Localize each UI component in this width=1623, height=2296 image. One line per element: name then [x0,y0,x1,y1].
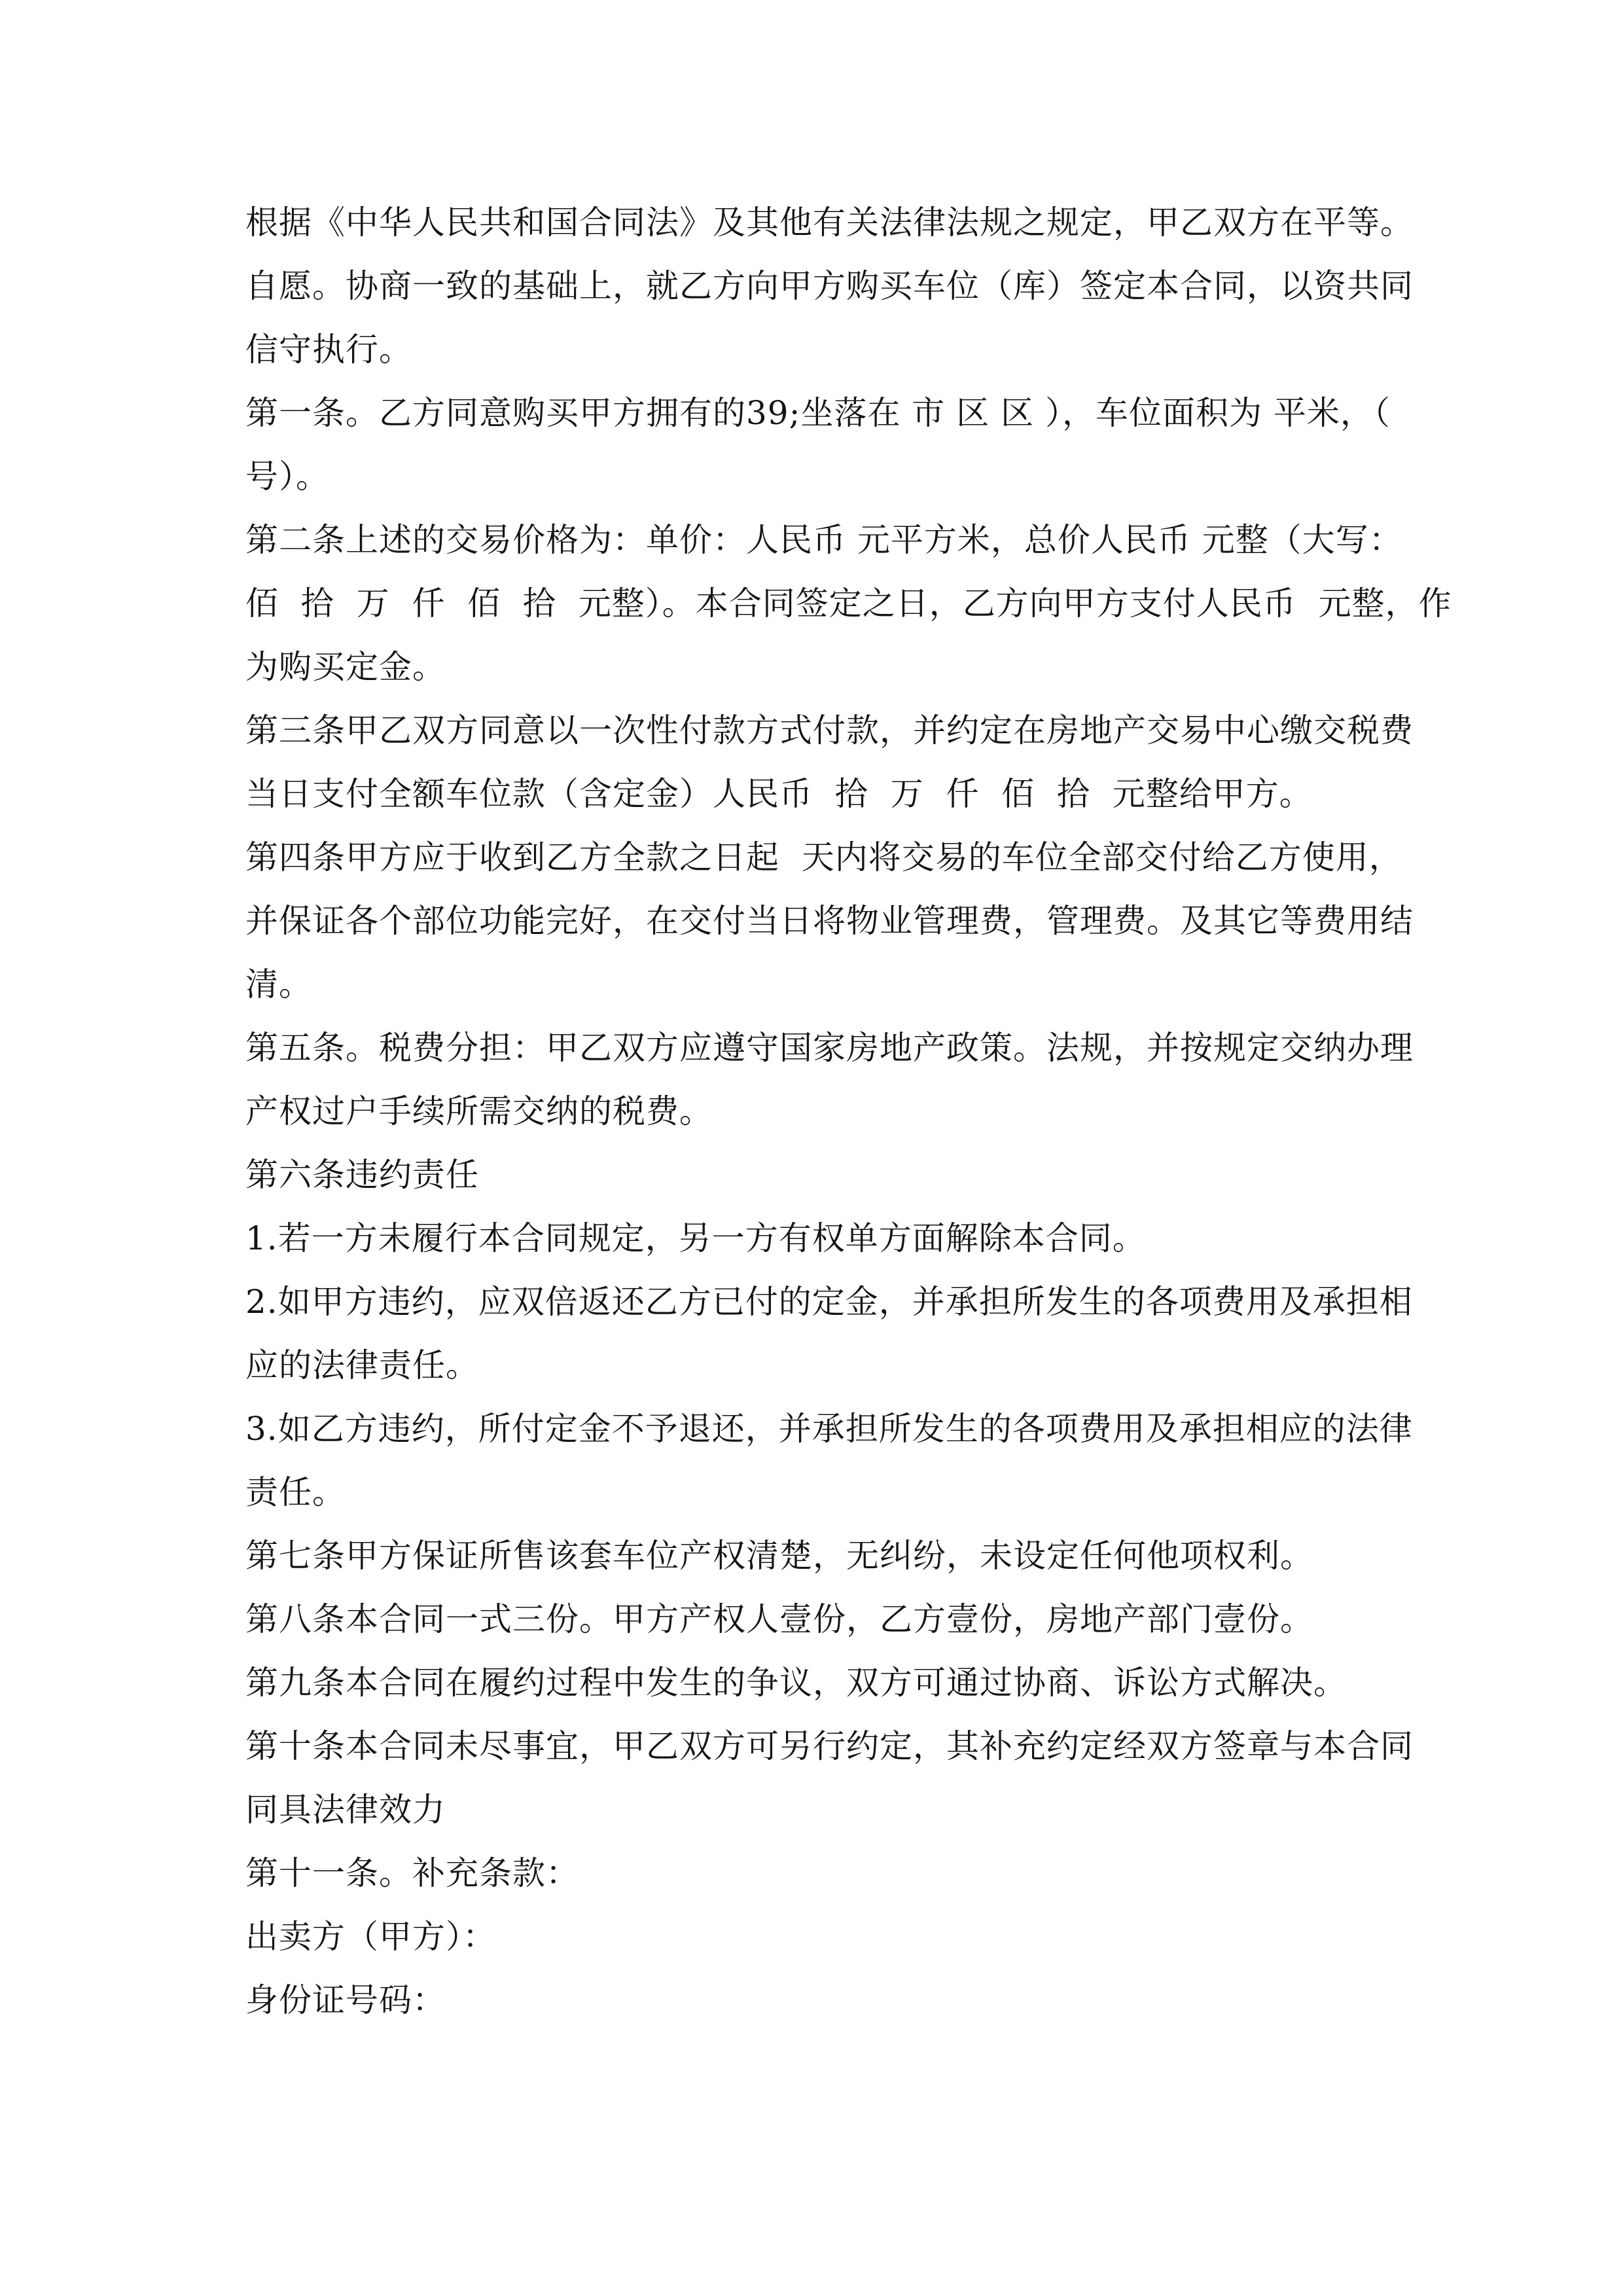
article-9: 第九条本合同在履约过程中发生的争议，双方可通过协商、诉讼方式解决。 [245,1664,1347,1702]
article-3: 第三条甲乙双方同意以一次性付款方式付款，并约定在房地产交易中心缴交税费 [245,711,1414,749]
text-line: 当日支付全额车位款（含定金）人民币 拾 万 仟 佰 拾 元整给甲方。 [245,775,1313,813]
contract-body [245,191,1452,2032]
text-line: 根据《中华人民共和国合同法》及其他有关法律法规之规定，甲乙双方在平等。 [245,204,1414,242]
text-line: 为购买定金。 [245,648,446,686]
article-5: 第五条。税费分担：甲乙双方应遵守国家房地产政策。法规，并按规定交纳办理 [245,1029,1414,1067]
text-line: 应的法律责任。 [245,1346,479,1384]
article-1: 第一条。乙方同意购买甲方拥有的39;坐落在 市 区 区 ），车位面积为 平米，（ [245,394,1391,432]
text-line: 清。 [245,965,312,1003]
text-line: 责任。 [245,1473,346,1511]
article-8: 第八条本合同一式三份。甲方产权人壹份，乙方壹份，房地产部门壹份。 [245,1600,1313,1638]
text-line: 自愿。协商一致的基础上，就乙方向甲方购买车位（库）签定本合同，以资共同 [245,267,1414,305]
article-6-heading: 第六条违约责任 [245,1156,479,1194]
seller-label: 出卖方（甲方）： [245,1918,496,1956]
article-10: 第十条本合同未尽事宜，甲乙双方可另行约定，其补充约定经双方签章与本合同 [245,1727,1414,1765]
article-4: 第四条甲方应于收到乙方全款之日起 天内将交易的车位全部交付给乙方使用， [245,838,1402,876]
clause-item: 2.如甲方违约，应双倍返还乙方已付的定金，并承担所发生的各项费用及承担相 [245,1283,1413,1321]
text-line: 佰 拾 万 仟 佰 拾 元整）。本合同签定之日，乙方向甲方支付人民币 元整，作 [245,584,1452,622]
clause-item: 3.如乙方违约，所付定金不予退还，并承担所发生的各项费用及承担相应的法律 [245,1410,1413,1448]
text-line: 信守执行。 [245,331,412,368]
article-11: 第十一条。补充条款： [245,1854,579,1892]
id-number-label: 身份证号码： [245,1981,446,2019]
text-line: 并保证各个部位功能完好，在交付当日将物业管理费，管理费。及其它等费用结 [245,902,1414,940]
text-line: 产权过户手续所需交纳的税费。 [245,1092,713,1130]
article-2: 第二条上述的交易价格为：单价：人民币 元平方米，总价人民币 元整（大写： [245,521,1402,559]
text-line: 同具法律效力 [245,1791,446,1829]
article-7: 第七条甲方保证所售该套车位产权清楚，无纠纷，未设定任何他项权利。 [245,1537,1313,1575]
text-line: 号）。 [245,457,329,495]
clause-item: 1.若一方未履行本合同规定，另一方有权单方面解除本合同。 [245,1219,1146,1257]
